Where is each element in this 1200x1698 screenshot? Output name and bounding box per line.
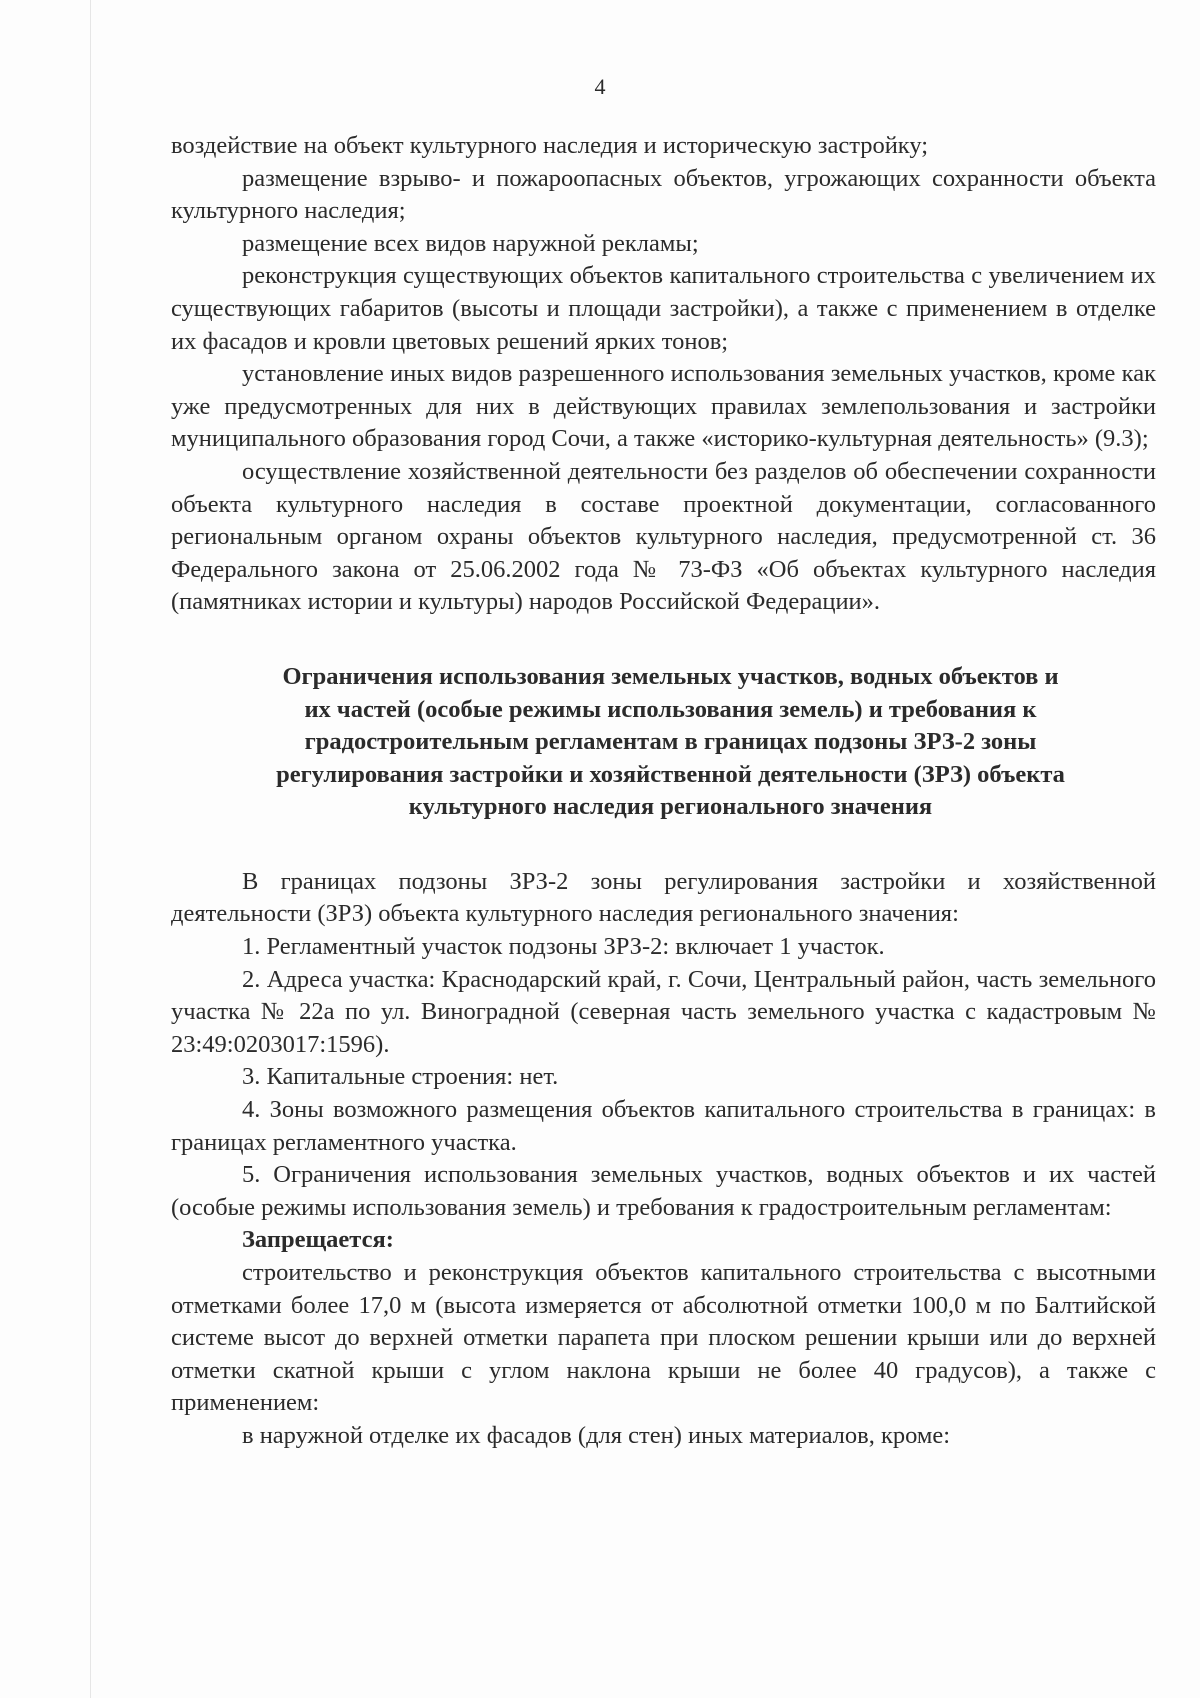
paragraph: В границах подзоны ЗРЗ-2 зоны регулирования застройки и хозяйственной деятельности (ЗРЗ) объекта культурного наследия регионального значения: <box>171 867 1156 928</box>
paragraph: воздействие на объект культурного наследия и историческую застройку; <box>171 132 929 159</box>
paragraph: установление иных видов разрешенного использования земельных участков, кроме как уже предусмотренных для них в действующих правилах землепользования и застройки муниципального образования город Сочи, а также «историко-культурная деятельность» (9.3); <box>171 360 1156 453</box>
paragraph: реконструкция существующих объектов капитального строительства с увеличением их существующих габаритов (высоты и площади застройки), а также с применением в отделке их фасадов и кровли цветовых решений ярких тонов; <box>171 262 1156 355</box>
paragraph: в наружной отделке их фасадов (для стен) иных материалов, кроме: <box>242 1421 951 1449</box>
heading-line: культурного наследия регионального значения <box>408 793 933 821</box>
heading-line: Ограничения использования земельных участков, водных объектов и <box>282 662 1059 690</box>
paragraph: размещение всех видов наружной рекламы; <box>242 229 699 257</box>
list-item: 4. Зоны возможного размещения объектов капитального строительства в границах: в границах регламентного участка. <box>171 1096 1156 1156</box>
list-item: 3. Капитальные строения: нет. <box>242 1063 559 1091</box>
paragraph: осуществление хозяйственной деятельности без разделов об обеспечении сохранности объекта культурного наследия в составе проектной документации, согласованного региональным органом охраны объектов культурного наследия, предусмотренной ст. 36 Федерального закона от 25.06.2002 года № 73-ФЗ «Об объектах культурного наследия (памятниках истории и культуры) народов Российской Федерации». <box>171 457 1156 616</box>
paragraph: строительство и реконструкция объектов капитального строительства с высотными отметками более 17,0 м (высота измеряется от абсолютной отметки 100,0 м по Балтийской системе высот до верхней отметки парапета при плоском решении крыши или до верхней отметки скатной крыши с углом наклона крыши не более 40 градусов), а также с применением: <box>171 1259 1156 1417</box>
heading-line: их частей (особые режимы использования земель) и требования к <box>304 695 1037 723</box>
document-body <box>171 130 1156 1453</box>
heading-line: регулирования застройки и хозяйственной деятельности (ЗРЗ) объекта <box>276 760 1065 788</box>
page-number: 4 <box>594 74 606 99</box>
section-heading <box>171 661 1156 824</box>
heading-line: градостроительным регламентам в границах подзоны ЗРЗ-2 зоны <box>304 728 1037 756</box>
list-item: 1. Регламентный участок подзоны ЗРЗ-2: включает 1 участок. <box>242 933 885 961</box>
list-item: 5. Ограничения использования земельных участков, водных объектов и их частей (особые режимы использования земель) и требования к градостроительным регламентам: <box>171 1161 1156 1221</box>
list-item: 2. Адреса участка: Краснодарский край, г. Сочи, Центральный район, часть земельного участка № 22а по ул. Виноградной (северная часть земельного участка с кадастровым № 23:49:0203017:1596). <box>171 965 1156 1058</box>
prohibited-label: Запрещается: <box>242 1226 394 1254</box>
paragraph: размещение взрыво- и пожароопасных объектов, угрожающих сохранности объекта культурного наследия; <box>171 164 1156 225</box>
scan-edge-line <box>90 0 91 1698</box>
